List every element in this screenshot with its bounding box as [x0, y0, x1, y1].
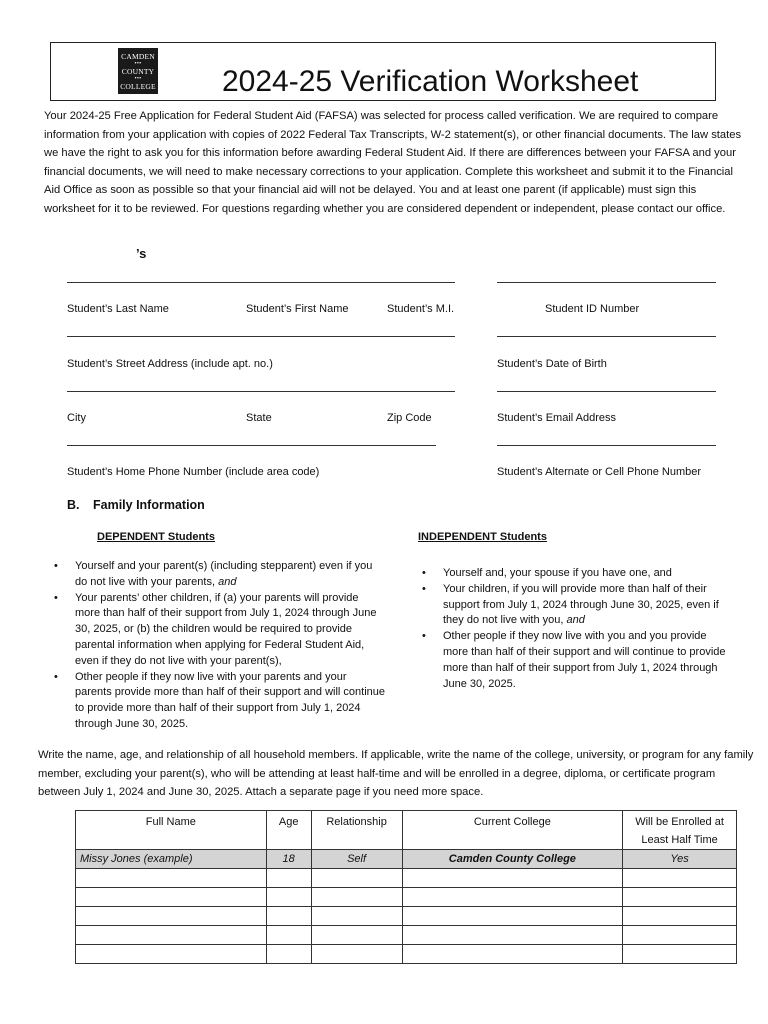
- cell[interactable]: [266, 926, 311, 945]
- cell[interactable]: [311, 907, 402, 926]
- student-id-label: Student ID Number: [545, 303, 640, 315]
- header-relationship: Relationship: [311, 811, 402, 850]
- alt-phone-label: Student’s Alternate or Cell Phone Number: [497, 466, 702, 478]
- cell[interactable]: [76, 869, 267, 888]
- cell[interactable]: [266, 869, 311, 888]
- cell[interactable]: [76, 945, 267, 964]
- cell[interactable]: [402, 907, 623, 926]
- table-row[interactable]: [76, 907, 737, 926]
- cell[interactable]: [623, 888, 737, 907]
- list-item: • Your children, if you will provide more than half of their support from July 1, 2024 through June 30, 2025, even if they do not live with you, and: [422, 582, 732, 629]
- table-row[interactable]: [76, 869, 737, 888]
- section-b-number: B.: [67, 498, 80, 512]
- first-name-label: Student’s First Name: [246, 303, 349, 315]
- email-label: Student’s Email Address: [497, 412, 617, 424]
- alt-phone-line[interactable]: [497, 445, 716, 446]
- example-relationship: Self: [311, 850, 402, 869]
- dependent-list: [54, 559, 386, 733]
- cell[interactable]: [76, 907, 267, 926]
- city-state-zip-line[interactable]: [67, 391, 455, 392]
- cell[interactable]: [76, 888, 267, 907]
- list-item: • Yourself and, your spouse if you have one, and: [422, 566, 732, 582]
- example-age: 18: [266, 850, 311, 869]
- cell[interactable]: [76, 926, 267, 945]
- cell[interactable]: [311, 888, 402, 907]
- example-half-time: Yes: [623, 850, 737, 869]
- list-item: • Other people if they now live with your parents and your parents provide more than half of their support and will continue to provide more than half of their support from July 1, 2024 through June 30, 2025.: [54, 670, 386, 733]
- household-instructions: Write the name, age, and relationship of all household members. If applicable, write the name of the college, university, or program for any family member, excluding your parent(s), who will be attending at least half-time and will be enrolled in a degree, diploma, or certificate program between July 1, 2024 and June 30, 2025. Attach a separate page if you need more space.: [38, 749, 754, 799]
- cell[interactable]: [311, 926, 402, 945]
- logo-line-1: CAMDEN: [121, 51, 155, 61]
- table-row[interactable]: [76, 926, 737, 945]
- name-line[interactable]: [67, 282, 455, 283]
- cell[interactable]: [402, 926, 623, 945]
- logo-line-3: COLLEGE: [120, 81, 156, 91]
- header-half-time: Will be Enrolled at Least Half Time: [623, 811, 737, 850]
- cell[interactable]: [266, 907, 311, 926]
- logo-dots-2: •••: [134, 75, 142, 82]
- cell[interactable]: [311, 869, 402, 888]
- section-b-title: Family Information: [93, 498, 205, 512]
- state-label: State: [246, 412, 272, 424]
- header-current-college: Current College: [402, 811, 623, 850]
- mi-label: Student’s M.I.: [387, 303, 455, 315]
- header-age: Age: [266, 811, 311, 850]
- street-line[interactable]: [67, 336, 455, 337]
- table-row-example: [76, 850, 737, 869]
- section-b-heading: [67, 498, 205, 512]
- table-row[interactable]: [76, 945, 737, 964]
- household-table: [75, 810, 737, 964]
- cell[interactable]: [402, 888, 623, 907]
- last-name-label: Student’s Last Name: [67, 303, 169, 315]
- table-row[interactable]: [76, 888, 737, 907]
- dob-label: Student’s Date of Birth: [497, 358, 607, 370]
- street-label: Student’s Street Address (include apt. no.): [67, 358, 273, 370]
- cell[interactable]: [623, 869, 737, 888]
- zip-label: Zip Code: [387, 412, 432, 424]
- table-header-row: [76, 811, 737, 850]
- dob-line[interactable]: [497, 336, 716, 337]
- list-item: • Your parents’ other children, if (a) your parents will provide more than half of their support from July 1, 2024 through June 30, 2025, or (b) the children would be required to provide parental information when applying for Federal Student Aid, even if they do not live with your parent(s),: [54, 591, 386, 670]
- list-item: • Yourself and your parent(s) (including stepparent) even if you do not live with your parents, and: [54, 559, 386, 591]
- home-phone-line[interactable]: [67, 445, 436, 446]
- cell[interactable]: [623, 907, 737, 926]
- header-full-name: Full Name: [76, 811, 267, 850]
- intro-paragraph: Your 2024-25 Free Application for Federal Student Aid (FAFSA) was selected for process called verification. We are required to compare information from your application with copies of 2022 Federal Tax Transcripts, W-2 statement(s), or other financial documents. The law states we have the right to ask you for this information before awarding Federal Student Aid. If there are differences between your FAFSA and your financial documents, we will need to make necessary corrections to your application. Complete this worksheet and submit it to the Financial Aid Office as soon as possible so that your financial aid will not be delayed. You and at least one parent (if applicable) must sign this worksheet for it to be reviewed. For questions regarding whether you are considered dependent or independent, please contact our office.: [44, 110, 742, 215]
- cell[interactable]: [266, 888, 311, 907]
- cell[interactable]: [623, 945, 737, 964]
- section-a-fragment: ’s: [136, 246, 147, 261]
- example-college: Camden County College: [402, 850, 623, 869]
- cell[interactable]: [402, 869, 623, 888]
- independent-heading: INDEPENDENT Students: [418, 531, 547, 543]
- logo-dots: •••: [134, 60, 142, 67]
- city-label: City: [67, 412, 86, 424]
- cell[interactable]: [402, 945, 623, 964]
- email-line[interactable]: [497, 391, 716, 392]
- page-title: 2024-25 Verification Worksheet: [222, 65, 639, 98]
- dependent-heading: DEPENDENT Students: [97, 531, 215, 543]
- college-logo: [118, 48, 158, 94]
- independent-list: [422, 566, 732, 692]
- cell[interactable]: [311, 945, 402, 964]
- example-name: Missy Jones (example): [76, 850, 267, 869]
- logo-line-2: COUNTY: [121, 66, 155, 76]
- cell[interactable]: [266, 945, 311, 964]
- list-item: • Other people if they now live with you and you provide more than half of their support and will continue to provide more than half of their support from July 1, 2024 through June 30, 2025.: [422, 629, 732, 692]
- cell[interactable]: [623, 926, 737, 945]
- student-id-line[interactable]: [497, 282, 716, 283]
- home-phone-label: Student’s Home Phone Number (include area code): [67, 466, 320, 478]
